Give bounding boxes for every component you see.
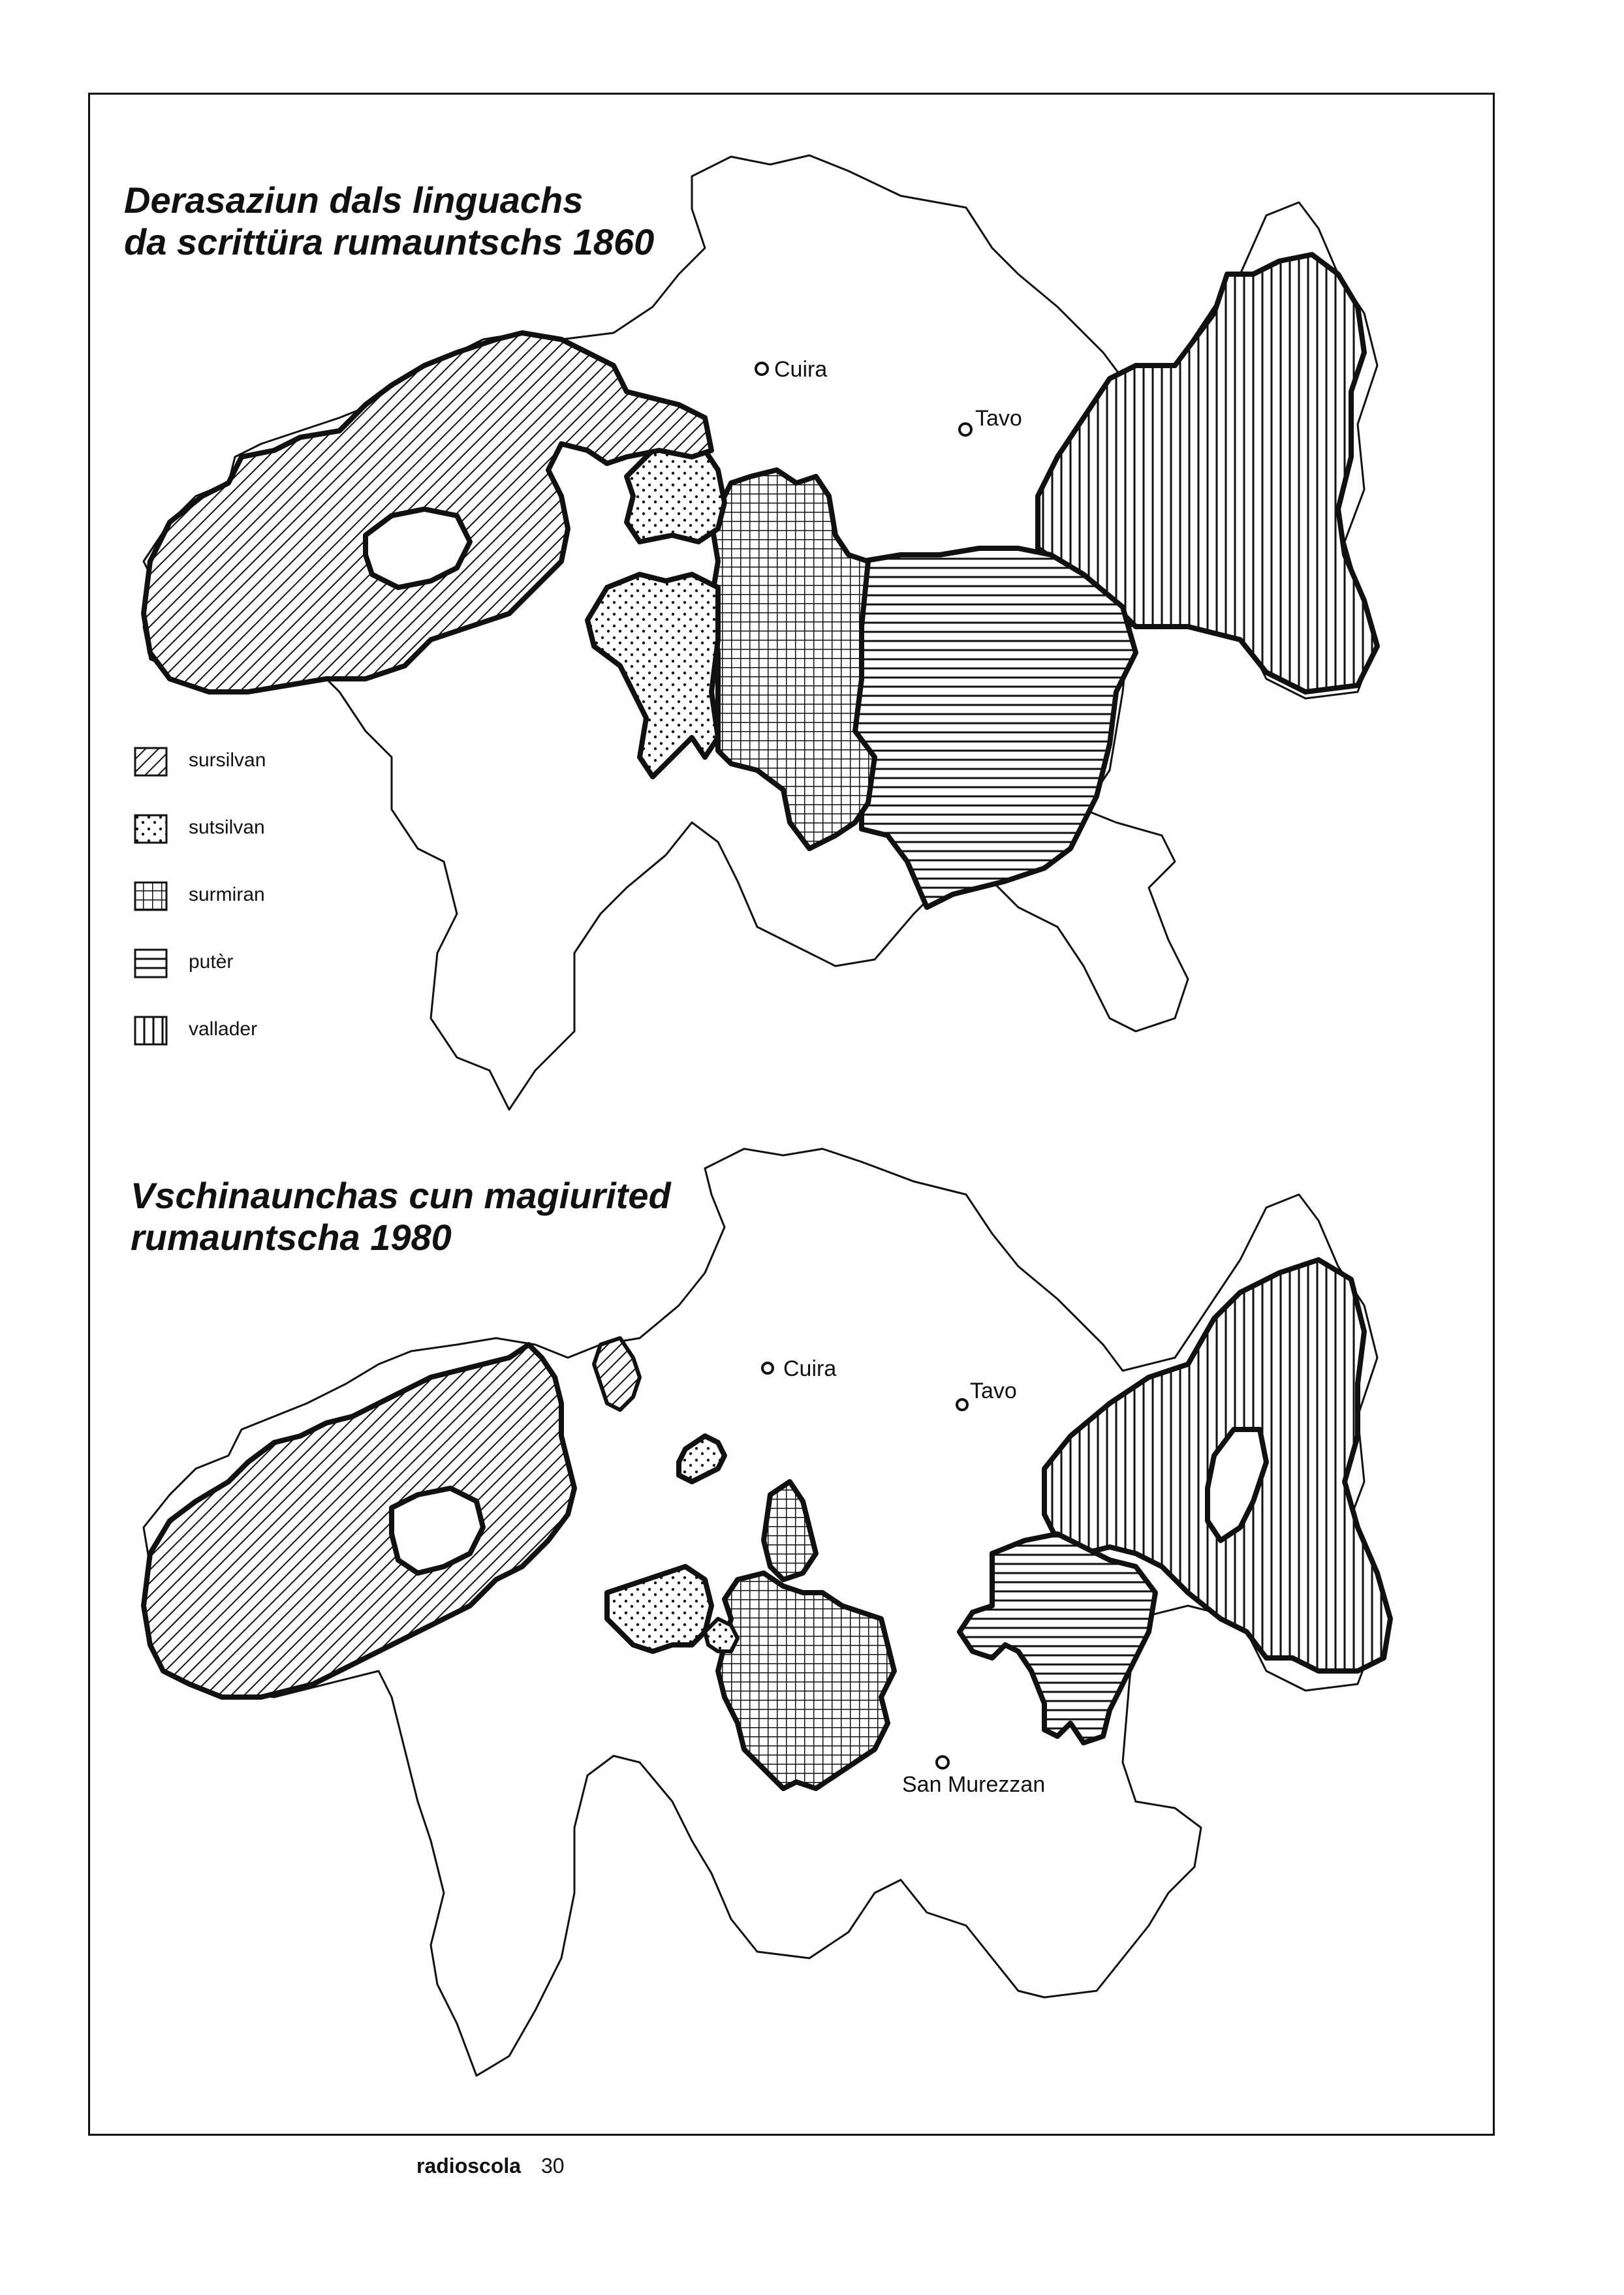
legend-swatch-diagonal-icon [134, 747, 168, 777]
page-footer [416, 2154, 565, 2178]
legend-swatch-dots-icon [134, 814, 168, 844]
map-title-1860 [124, 180, 654, 263]
legend-swatch-grid-icon [134, 881, 168, 911]
legend-item-sutsilvan [134, 811, 330, 847]
town-marker-cuira-1860 [756, 363, 768, 375]
legend-label: vallader [189, 1018, 258, 1040]
map-title-1980-line-1: Vschinaunchas cun magiurited [131, 1175, 671, 1216]
legend-item-surmiran [134, 879, 330, 914]
map-title-1860-line-2: da scrittüra rumauntschs 1860 [124, 221, 655, 262]
map-title-1980-line-2: rumauntscha 1980 [131, 1217, 452, 1258]
town-marker-tavo-1860 [960, 424, 971, 435]
town-label-tavo-1860: Tavo [975, 406, 1022, 431]
region-1860-sutsilvan-north [627, 444, 725, 542]
legend-label: sursilvan [189, 749, 266, 771]
legend-item-vallader [134, 1013, 330, 1048]
town-label-cuira-1860: Cuira [774, 357, 828, 382]
legend-item-puter [134, 946, 330, 981]
legend-swatch-vertical-icon [134, 1016, 168, 1046]
map-title-1980 [131, 1175, 671, 1258]
map-1980 [144, 1149, 1390, 2076]
town-label-tavo-1980: Tavo [970, 1379, 1017, 1403]
town-marker-tavo-1980 [957, 1399, 967, 1410]
town-label-san-murezzan: San Murezzan [902, 1772, 1046, 1797]
map-title-1860-line-1: Derasaziun dals linguachs [124, 180, 584, 221]
legend-label: surmiran [189, 884, 265, 905]
publication-name: radioscola [416, 2154, 522, 2178]
legend-item-sursilvan [134, 744, 330, 779]
legend-label: putèr [189, 951, 234, 973]
page-number: 30 [540, 2154, 565, 2178]
town-marker-san-murezzan [937, 1756, 948, 1768]
legend-label: sutsilvan [189, 817, 265, 838]
town-marker-cuira-1980 [762, 1363, 773, 1373]
town-label-cuira-1980: Cuira [783, 1356, 837, 1381]
legend-swatch-horizontal-icon [134, 948, 168, 978]
